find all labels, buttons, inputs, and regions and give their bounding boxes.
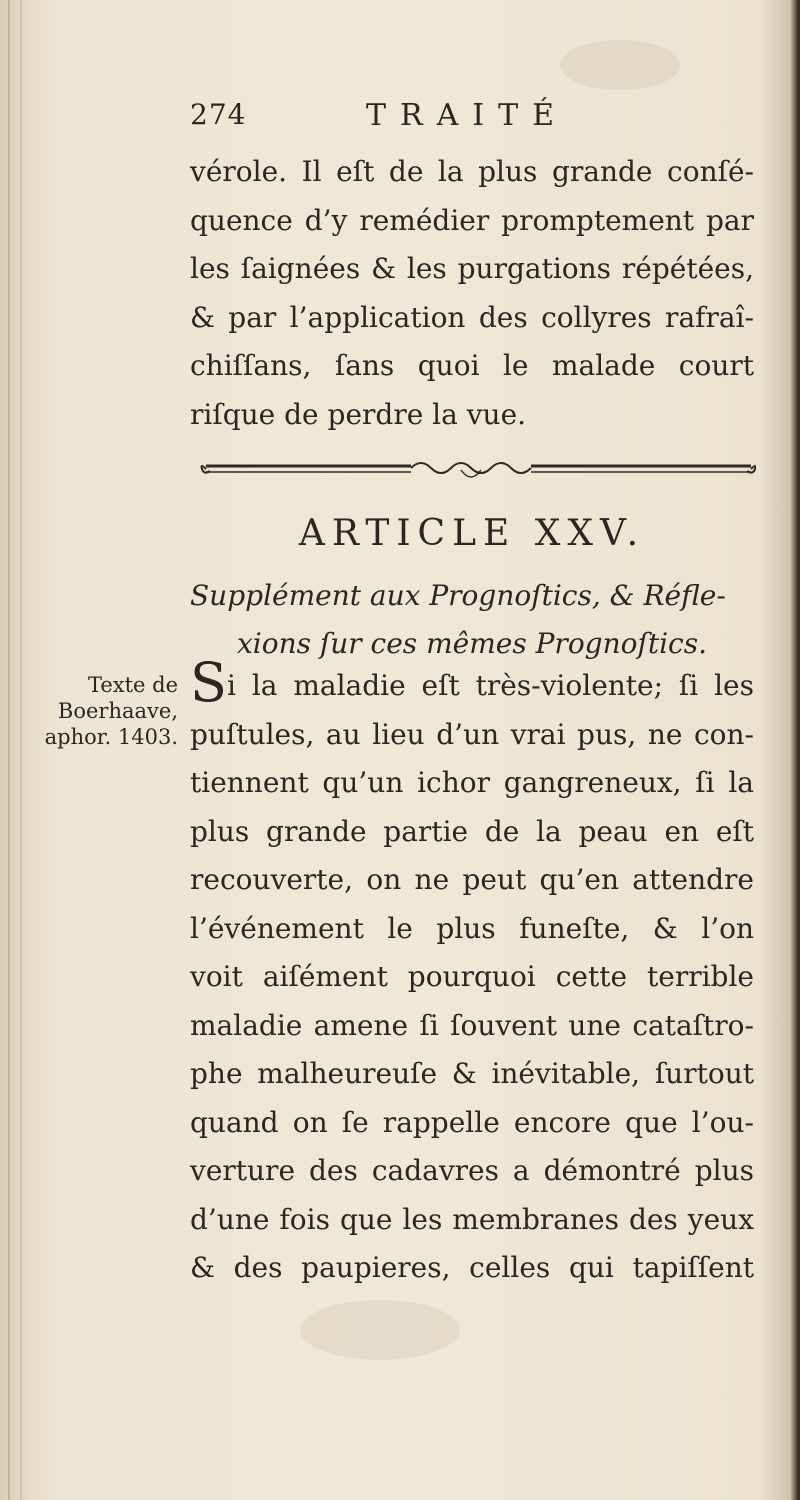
ornamental-rule <box>196 452 756 488</box>
text-line: plus grande partie de la peau en eſt <box>190 814 754 848</box>
text-line: maladie amene ſi ſouvent une cataſtro- <box>190 1008 754 1042</box>
text-line: recouverte, on ne peut qu’en attendre <box>190 863 754 896</box>
page-number: 274 <box>190 98 247 131</box>
page-header <box>190 98 740 148</box>
first-line-text: i la maladie eſt très-violente; ſi les <box>227 669 754 702</box>
text-line-first <box>190 651 754 714</box>
binding-edge <box>8 0 10 1500</box>
paper-stain-top <box>560 40 680 90</box>
text-line: quand on ſe rappelle encore que l’ou- <box>190 1105 754 1139</box>
marginal-line: Boerhaave, <box>57 699 178 723</box>
text-line: verture des cadavres a démontré plus <box>190 1154 754 1187</box>
paper-stain <box>300 1300 460 1360</box>
text-line: puſtules, au lieu d’un vrai pus, ne con- <box>190 717 754 751</box>
text-line: voit aiſément pourquoi cette terrible <box>190 960 754 993</box>
text-line: les ſaignées & les purgations répétées, <box>190 252 754 285</box>
text-line: tiennent qu’un ichor gangreneux, ſi la <box>190 766 754 799</box>
subtitle-line: xions ſur ces mêmes Prognoſtics. <box>236 627 708 660</box>
text-line: l’événement le plus funeſte, & l’on <box>190 911 754 945</box>
text-line: & par l’application des collyres rafraî- <box>190 300 754 334</box>
text-line: chiſſans, ſans quoi le malade court <box>190 349 754 382</box>
article-heading: ARTICLE XXV. <box>298 513 646 554</box>
text-line: riſque de perdre la vue. <box>190 397 527 431</box>
binding-edge-inner <box>20 0 22 1500</box>
paragraph-continued <box>190 148 754 439</box>
drop-cap: S <box>190 651 227 714</box>
marginal-line: aphor. 1403. <box>44 725 178 749</box>
subtitle-line: Supplément aux Prognoſtics, & Réfle- <box>190 579 726 612</box>
paragraph-main <box>190 651 754 1293</box>
text-line: quence d’y remédier promptement par <box>190 203 754 237</box>
marginal-line: Texte de <box>87 673 178 697</box>
text-line: vérole. Il eſt de la plus grande conſé- <box>190 155 754 188</box>
marginal-note <box>28 672 178 750</box>
text-line: & des paupieres, celles qui tapiſſent <box>190 1251 754 1284</box>
text-line: d’une fois que les membranes des yeux <box>190 1202 754 1236</box>
article-subtitle <box>190 572 754 668</box>
text-line: phe malheureuſe & inévitable, ſurtout <box>190 1057 754 1090</box>
running-title: TRAITÉ <box>366 98 569 133</box>
